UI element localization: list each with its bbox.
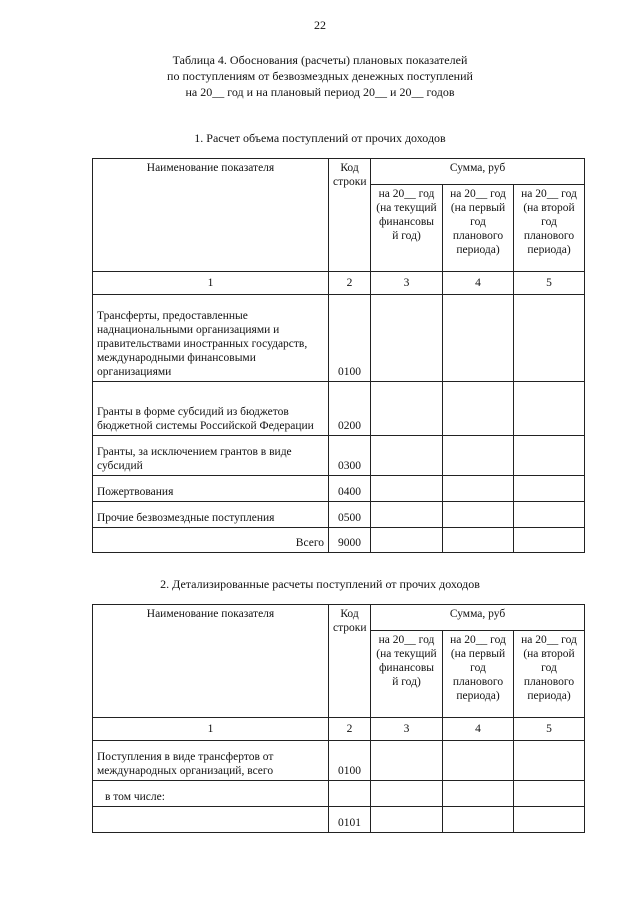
value-cell[interactable] [371, 528, 443, 553]
value-cell[interactable] [443, 295, 514, 382]
column-number: 4 [443, 272, 514, 295]
row-code: 0400 [329, 476, 371, 502]
table-row [93, 436, 585, 476]
table-row [93, 476, 585, 502]
value-cell[interactable] [443, 807, 514, 833]
value-cell[interactable] [514, 807, 585, 833]
table-row [93, 382, 585, 436]
column-number: 5 [514, 718, 585, 741]
row-name[interactable] [93, 807, 329, 833]
value-cell[interactable] [443, 502, 514, 528]
row-code: 0500 [329, 502, 371, 528]
header-name: Наименование показателя [93, 605, 329, 718]
value-cell[interactable] [514, 502, 585, 528]
header-col3: на 20__ год (на текущий финансовы й год) [371, 185, 443, 272]
value-cell[interactable] [443, 476, 514, 502]
title-line-3: на 20__ год и на плановый период 20__ и 20__ годов [185, 85, 455, 99]
row-name: в том числе: [93, 781, 329, 807]
value-cell[interactable] [371, 382, 443, 436]
header-col4: на 20__ год (на первый год планового периода) [443, 185, 514, 272]
value-cell[interactable] [371, 741, 443, 781]
row-name: Гранты, за исключением грантов в виде субсидий [93, 436, 329, 476]
column-number: 4 [443, 718, 514, 741]
section-2-heading: 2. Детализированные расчеты поступлений от прочих доходов [160, 577, 480, 591]
row-name: Прочие безвозмездные поступления [93, 502, 329, 528]
table-row [93, 807, 585, 833]
value-cell[interactable] [371, 436, 443, 476]
header-col5: на 20__ год (на второй год планового периода) [514, 631, 585, 718]
header-col3: на 20__ год (на текущий финансовы й год) [371, 631, 443, 718]
header-col4: на 20__ год (на первый год планового периода) [443, 631, 514, 718]
table-2 [92, 604, 585, 833]
column-number: 2 [329, 718, 371, 741]
document-title [0, 52, 640, 100]
section-1-heading: 1. Расчет объема поступлений от прочих доходов [194, 131, 446, 145]
row-code: 0101 [329, 807, 371, 833]
row-name: Пожертвования [93, 476, 329, 502]
value-cell[interactable] [443, 528, 514, 553]
header-name: Наименование показателя [93, 159, 329, 272]
value-cell[interactable] [371, 502, 443, 528]
value-cell[interactable] [443, 781, 514, 807]
table-row [93, 502, 585, 528]
column-number: 1 [93, 718, 329, 741]
value-cell[interactable] [371, 781, 443, 807]
header-col5: на 20__ год (на второй год планового периода) [514, 185, 585, 272]
value-cell[interactable] [371, 476, 443, 502]
row-code: 0200 [329, 382, 371, 436]
page-number: 22 [314, 18, 326, 32]
value-cell[interactable] [514, 436, 585, 476]
value-cell[interactable] [514, 741, 585, 781]
table-row [93, 295, 585, 382]
column-number: 5 [514, 272, 585, 295]
column-number: 1 [93, 272, 329, 295]
row-code: 0300 [329, 436, 371, 476]
value-cell[interactable] [514, 295, 585, 382]
header-code: Код строки [329, 159, 371, 272]
row-code [329, 781, 371, 807]
column-number: 3 [371, 718, 443, 741]
row-code: 9000 [329, 528, 371, 553]
table-row [93, 741, 585, 781]
value-cell[interactable] [443, 382, 514, 436]
value-cell[interactable] [514, 476, 585, 502]
value-cell[interactable] [514, 528, 585, 553]
row-name: Поступления в виде трансфертов от международных организаций, всего [93, 741, 329, 781]
header-sum: Сумма, руб [371, 605, 585, 631]
row-code: 0100 [329, 295, 371, 382]
value-cell[interactable] [371, 295, 443, 382]
row-name: Трансферты, предоставленные наднациональными организациями и правительствами иностранных государств, международными финансовыми организациями [93, 295, 329, 382]
column-number: 2 [329, 272, 371, 295]
value-cell[interactable] [514, 382, 585, 436]
row-code: 0100 [329, 741, 371, 781]
row-name: Всего [93, 528, 329, 553]
table-1 [92, 158, 585, 553]
total-row [93, 528, 585, 553]
value-cell[interactable] [371, 807, 443, 833]
row-name: Гранты в форме субсидий из бюджетов бюджетной системы Российской Федерации [93, 382, 329, 436]
value-cell[interactable] [443, 436, 514, 476]
column-number: 3 [371, 272, 443, 295]
title-line-2: по поступлениям от безвозмездных денежных поступлений [167, 69, 473, 83]
header-code: Код строки [329, 605, 371, 718]
header-sum: Сумма, руб [371, 159, 585, 185]
value-cell[interactable] [514, 781, 585, 807]
title-line-1: Таблица 4. Обоснования (расчеты) плановых показателей [172, 53, 468, 67]
value-cell[interactable] [443, 741, 514, 781]
table-row [93, 781, 585, 807]
